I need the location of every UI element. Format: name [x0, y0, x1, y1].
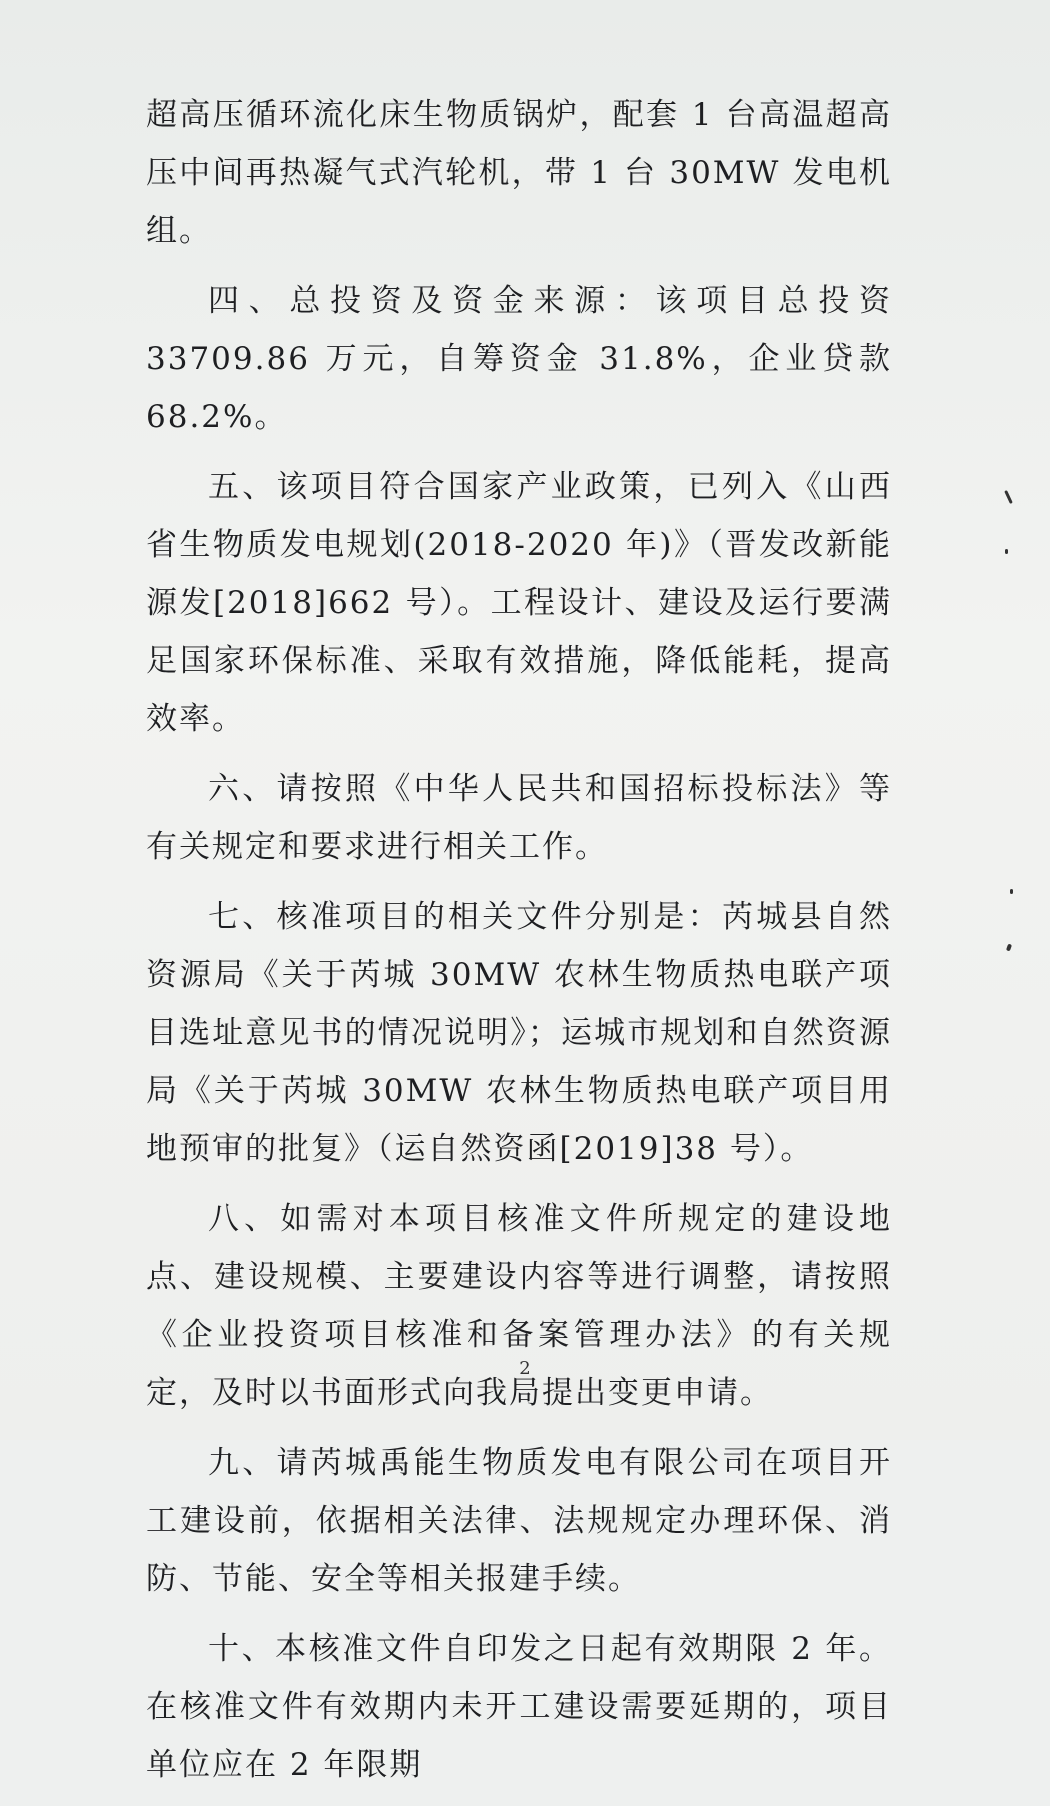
paragraph-related-documents: 七、核准项目的相关文件分别是：芮城县自然资源局《关于芮城 30MW 农林生物质热电联产项目选址意见书的情况说明》；运城市规划和自然资源局《关于芮城 30MW 农林生物质热电联产项目用地预审的批复》（运自然资函[2019]38 号）。 [146, 899, 892, 1167]
paragraph-investment: 四、总投资及资金来源：该项目总投资 33709.86 万元，自筹资金 31.8%，企业贷款 68.2%。 [146, 283, 892, 435]
paragraph-boiler-config: 超高压循环流化床生物质锅炉，配套 1 台高温超高压中间再热凝气式汽轮机，带 1 台 30MW 发电机组。 [146, 97, 892, 249]
binding-hole-mark [1006, 944, 1012, 952]
binding-hole-mark [1005, 549, 1008, 554]
binding-hole-mark [1010, 889, 1013, 894]
paragraph-permits: 九、请芮城禹能生物质发电有限公司在项目开工建设前，依据相关法律、法规规定办理环保、消防、节能、安全等相关报建手续。 [146, 1445, 892, 1597]
document-body [146, 86, 892, 1806]
paragraph-policy: 五、该项目符合国家产业政策，已列入《山西省生物质发电规划(2018-2020 年)》（晋发改新能源发[2018]662 号）。工程设计、建设及运行要满足国家环保标准、采取有效措施，降低能耗，提高效率。 [146, 469, 892, 737]
binding-hole-mark [1004, 490, 1013, 504]
paragraph-bidding: 六、请按照《中华人民共和国招标投标法》等有关规定和要求进行相关工作。 [146, 771, 892, 865]
page-number: 2 [519, 1358, 531, 1379]
paragraph-adjustments: 八、如需对本项目核准文件所规定的建设地点、建设规模、主要建设内容等进行调整，请按照《企业投资项目核准和备案管理办法》的有关规定，及时以书面形式向我局提出变更申请。 [146, 1201, 892, 1411]
paragraph-validity: 十、本核准文件自印发之日起有效期限 2 年。在核准文件有效期内未开工建设需要延期的，项目单位应在 2 年限期 [146, 1631, 892, 1783]
